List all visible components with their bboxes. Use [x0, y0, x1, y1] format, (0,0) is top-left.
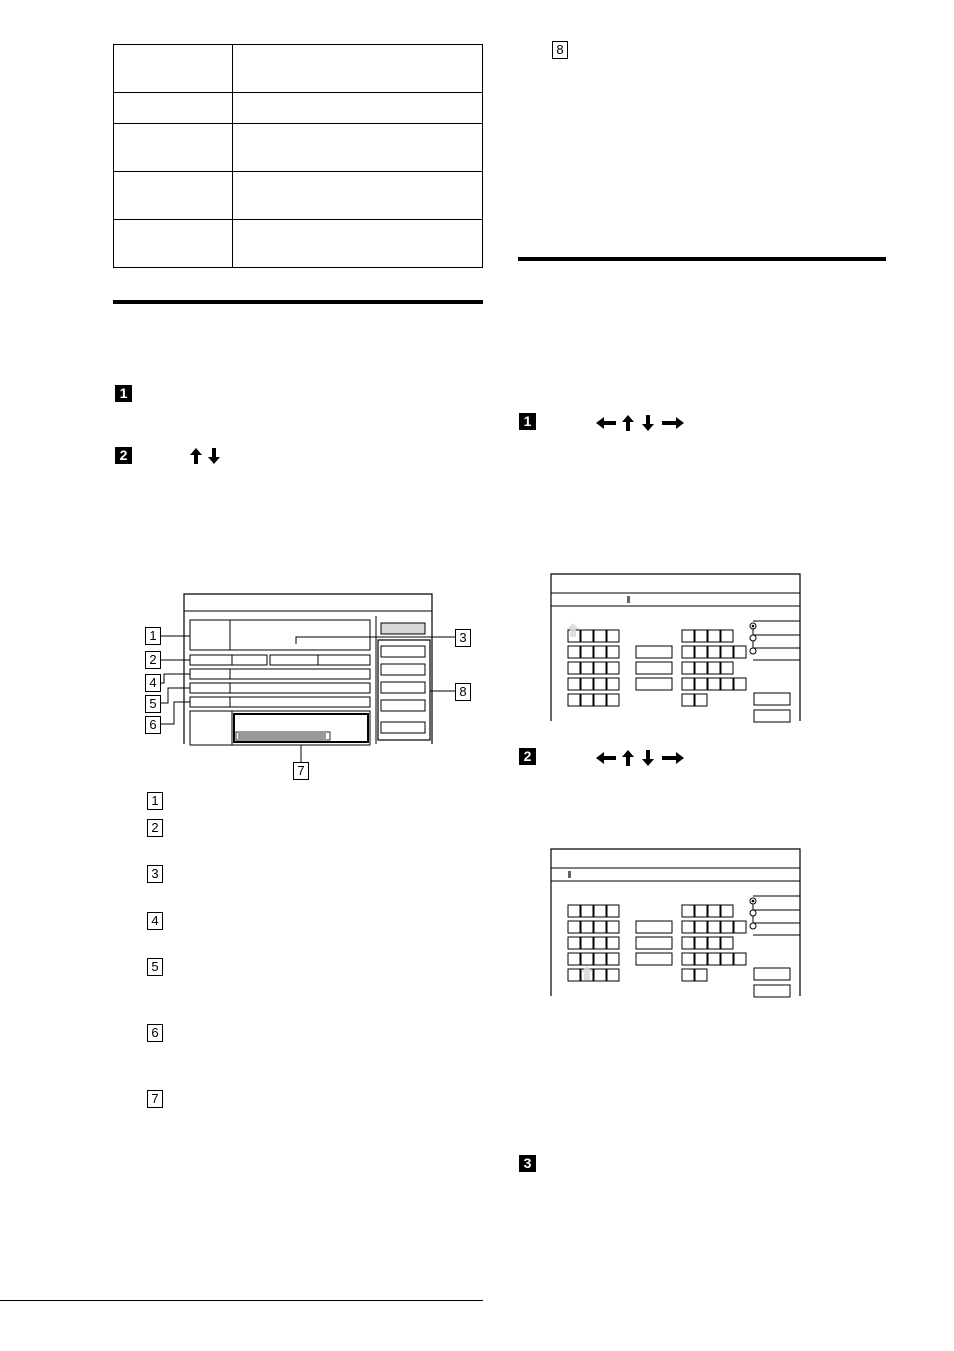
table-row	[114, 124, 483, 172]
spec-table	[113, 44, 483, 268]
callout-number: 4	[145, 674, 161, 692]
up-down-arrows-icon	[188, 446, 224, 466]
step-number: 2	[519, 748, 536, 765]
table-row	[114, 220, 483, 268]
callout-number: 3	[455, 629, 471, 647]
table-cell-label	[114, 93, 233, 124]
section-rule-left	[113, 300, 483, 304]
legend-number: 1	[147, 792, 163, 810]
legend-number: 6	[147, 1024, 163, 1042]
step-number: 1	[115, 385, 132, 402]
table-cell-value	[233, 93, 483, 124]
callout-number: 6	[145, 716, 161, 734]
character-input-screen	[548, 571, 804, 723]
legend-number: 4	[147, 912, 163, 930]
step-number: 2	[115, 447, 132, 464]
callout-number: 1	[145, 627, 161, 645]
table-row	[114, 45, 483, 93]
table-cell-value	[233, 172, 483, 220]
table-cell-value	[233, 45, 483, 93]
legend-number: 5	[147, 958, 163, 976]
step-number: 1	[519, 413, 536, 430]
table-cell-label	[114, 220, 233, 268]
character-input-screen	[548, 846, 804, 998]
table-cell-value	[233, 124, 483, 172]
table-cell-label	[114, 124, 233, 172]
callout-number: 8	[455, 683, 471, 701]
table-cell-value	[233, 220, 483, 268]
section-rule-right	[518, 257, 886, 261]
four-way-arrows-icon	[594, 748, 686, 768]
callout-number: 7	[293, 762, 309, 780]
table-row	[114, 93, 483, 124]
step-number: 3	[519, 1155, 536, 1172]
info-screen-diagram	[140, 590, 480, 790]
legend-number: 3	[147, 865, 163, 883]
legend-number: 2	[147, 819, 163, 837]
callout-number: 2	[145, 651, 161, 669]
callout-number: 5	[145, 695, 161, 713]
table-cell-label	[114, 45, 233, 93]
table-row	[114, 172, 483, 220]
four-way-arrows-icon	[594, 413, 686, 433]
table-cell-label	[114, 172, 233, 220]
legend-number: 7	[147, 1090, 163, 1108]
legend-number: 8	[552, 41, 568, 59]
footer-rule	[0, 1300, 483, 1301]
